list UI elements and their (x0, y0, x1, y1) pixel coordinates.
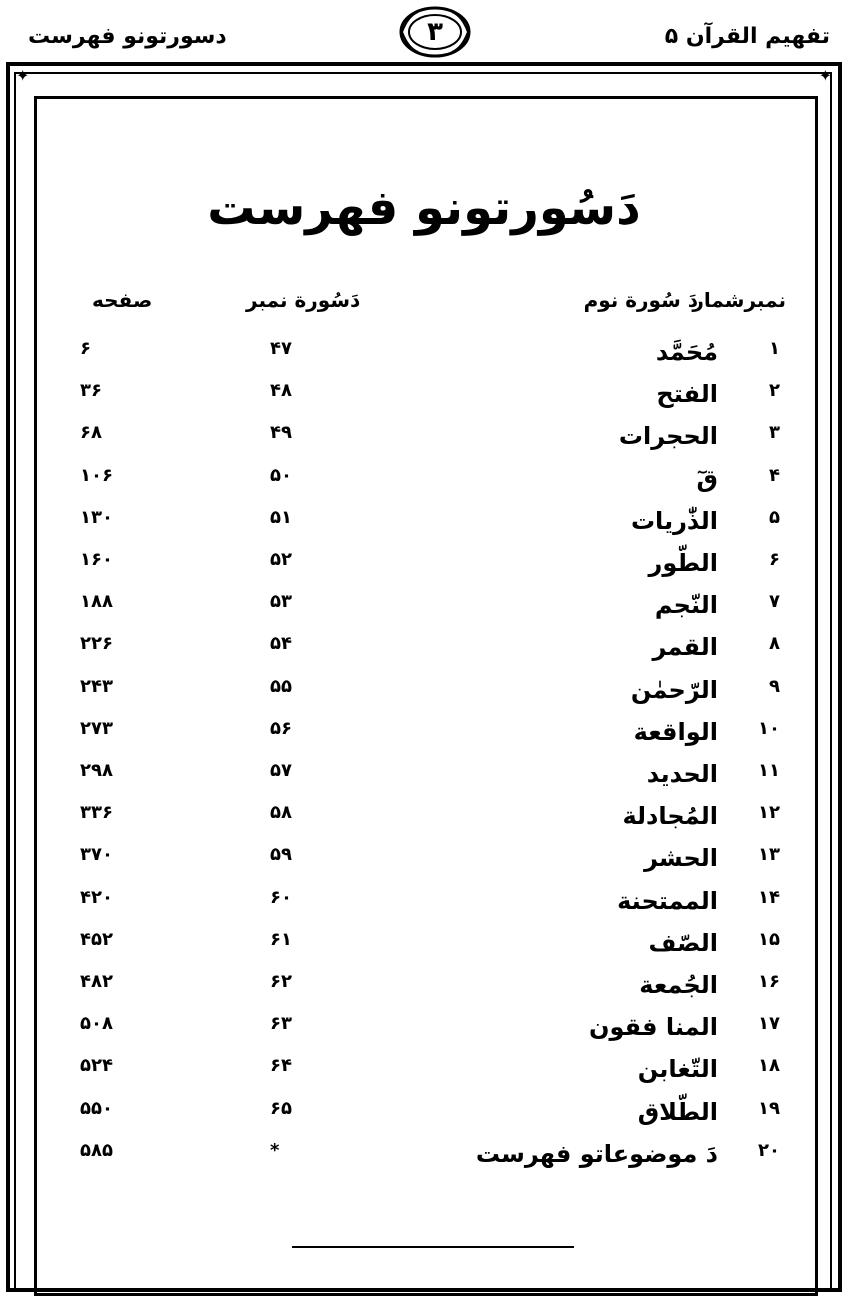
surah-name-cell: الصّف (648, 928, 718, 957)
column-header-page: صفحه (92, 288, 153, 312)
page-cell: ۳۳۶ (80, 802, 113, 824)
bottom-rule (292, 1246, 574, 1248)
page-cell: ۴۵۲ (80, 928, 113, 950)
surah-name-cell: النّجم (654, 591, 718, 620)
table-row (0, 591, 848, 631)
serial-cell: ۷ (769, 591, 780, 613)
surah-number-cell: * (270, 1139, 280, 1161)
surah-name-cell: الحجرات (618, 422, 718, 451)
surah-number-cell: ۵۶ (270, 717, 292, 739)
surah-number-cell: ۶۳ (270, 1013, 292, 1035)
surah-number-cell: ۵۴ (270, 633, 292, 655)
surah-number-cell: ۵۹ (270, 844, 292, 866)
page-title: دَسُورتونو فهرست (207, 180, 641, 236)
surah-name-cell: الجُمعة (639, 971, 718, 999)
surah-number-cell: ۶۴ (270, 1055, 292, 1077)
table-row (0, 1055, 848, 1095)
serial-cell: ۱۹ (758, 1097, 780, 1119)
serial-cell: ۱۷ (758, 1013, 780, 1035)
serial-cell: ۱ (769, 338, 780, 359)
surah-name-cell: الفتح (656, 380, 718, 409)
page-cell: ۴۲۰ (80, 886, 113, 908)
corner-ornament-icon: ✦ (16, 66, 30, 85)
serial-cell: ۶ (769, 549, 780, 570)
table-row (0, 1098, 848, 1138)
surah-name-cell: مُحَمَّد (655, 338, 718, 366)
surah-number-cell: ۴۸ (270, 380, 292, 402)
table-row (0, 676, 848, 716)
serial-cell: ۸ (769, 633, 780, 655)
table-row (0, 507, 848, 547)
surah-name-cell: دَ موضوعاتو فهرست (475, 1139, 718, 1168)
page-cell: ۱۳۰ (80, 506, 113, 528)
page-cell: ۲۹۸ (80, 760, 113, 781)
page-cell: ۱۸۸ (80, 591, 113, 613)
surah-number-cell: ۵۱ (270, 506, 292, 528)
table-row (0, 633, 848, 673)
page-cell: ۲۷۳ (80, 717, 113, 739)
surah-number-cell: ۴۹ (270, 422, 292, 444)
page-cell: ۱۶۰ (80, 549, 113, 570)
surah-name-cell: الحدید (646, 760, 718, 788)
surah-number-cell: ۵۰ (270, 464, 292, 486)
surah-number-cell: ۶۱ (270, 928, 292, 950)
serial-cell: ۵ (769, 506, 780, 528)
surah-number-cell: ۵۷ (270, 760, 292, 781)
page-cell: ۵۲۴ (80, 1055, 113, 1077)
surah-name-cell: الرّحمٰن (630, 675, 718, 704)
column-header-surah-name: دَ سُورة نوم (583, 288, 698, 312)
serial-cell: ۱۲ (758, 802, 780, 824)
table-row (0, 887, 848, 927)
surah-name-cell: الحشر (644, 844, 718, 873)
surah-number-cell: ۶۰ (270, 886, 292, 908)
page-cell: ۱۰۶ (80, 464, 113, 486)
page-cell: ۶ (80, 338, 91, 359)
page-cell: ۴۸۲ (80, 971, 113, 992)
serial-cell: ۴ (769, 464, 780, 486)
book-title: تفهیم القرآن ۵ (664, 24, 830, 49)
surah-name-cell: القمر (652, 633, 718, 662)
surah-number-cell: ۴۷ (270, 338, 292, 359)
page-number-badge (398, 4, 472, 60)
serial-cell: ۱۳ (758, 844, 780, 866)
table-row (0, 760, 848, 800)
serial-cell: ۹ (769, 675, 780, 697)
surah-number-cell: ۶۲ (270, 971, 292, 992)
table-row (0, 718, 848, 758)
surah-name-cell: التّغابن (637, 1055, 718, 1084)
serial-cell: ۱۴ (758, 886, 780, 908)
surah-name-cell: الذّٰریات (630, 506, 718, 535)
surah-name-cell: الطّور (648, 549, 718, 577)
surah-name-cell: الواقعة (633, 717, 718, 746)
page-cell: ۵۵۰ (80, 1097, 113, 1119)
table-row (0, 1140, 848, 1180)
serial-cell: ۱۸ (758, 1055, 780, 1077)
page-cell: ۲۴۳ (80, 675, 113, 697)
serial-cell: ۲ (769, 380, 780, 402)
page-cell: ۳۶ (80, 380, 102, 402)
serial-cell: ۱۰ (758, 717, 780, 739)
surah-number-cell: ۵۵ (270, 675, 292, 697)
surah-name-cell: المُجادلة (622, 802, 718, 831)
surah-number-cell: ۵۲ (270, 549, 292, 570)
page-cell: ۲۲۶ (80, 633, 113, 655)
corner-ornament-icon: ✦ (818, 66, 832, 85)
surah-name-cell: الممتحنة (617, 886, 718, 915)
surah-name-cell: المنا فقون (588, 1013, 718, 1042)
table-row (0, 465, 848, 505)
page-number: ۳ (427, 17, 443, 47)
table-row (0, 971, 848, 1011)
serial-cell: ۱۵ (758, 928, 780, 950)
table-row (0, 1013, 848, 1053)
surah-name-cell: قٓ (696, 464, 718, 493)
table-row (0, 549, 848, 589)
table-row (0, 380, 848, 420)
surah-name-cell: الطّلاق (637, 1097, 718, 1126)
page-cell: ۵۸۵ (80, 1139, 113, 1161)
page-cell: ۳۷۰ (80, 844, 113, 866)
table-row (0, 844, 848, 884)
surah-number-cell: ۶۵ (270, 1097, 292, 1119)
page-cell: ۶۸ (80, 422, 102, 444)
surah-number-cell: ۵۳ (270, 591, 292, 613)
running-title: دسورتونو فهرست (28, 24, 227, 49)
serial-cell: ۱۶ (758, 971, 780, 992)
serial-cell: ۲۰ (758, 1139, 780, 1161)
serial-cell: ۱۱ (758, 760, 780, 781)
page-cell: ۵۰۸ (80, 1013, 113, 1035)
column-header-serial: نمبرشمار (692, 288, 786, 312)
column-header-surah-number: دَسُورة نمبر (246, 288, 361, 312)
table-row (0, 422, 848, 462)
serial-cell: ۳ (769, 422, 780, 444)
table-row (0, 338, 848, 378)
surah-number-cell: ۵۸ (270, 802, 292, 824)
table-row (0, 802, 848, 842)
table-row (0, 929, 848, 969)
